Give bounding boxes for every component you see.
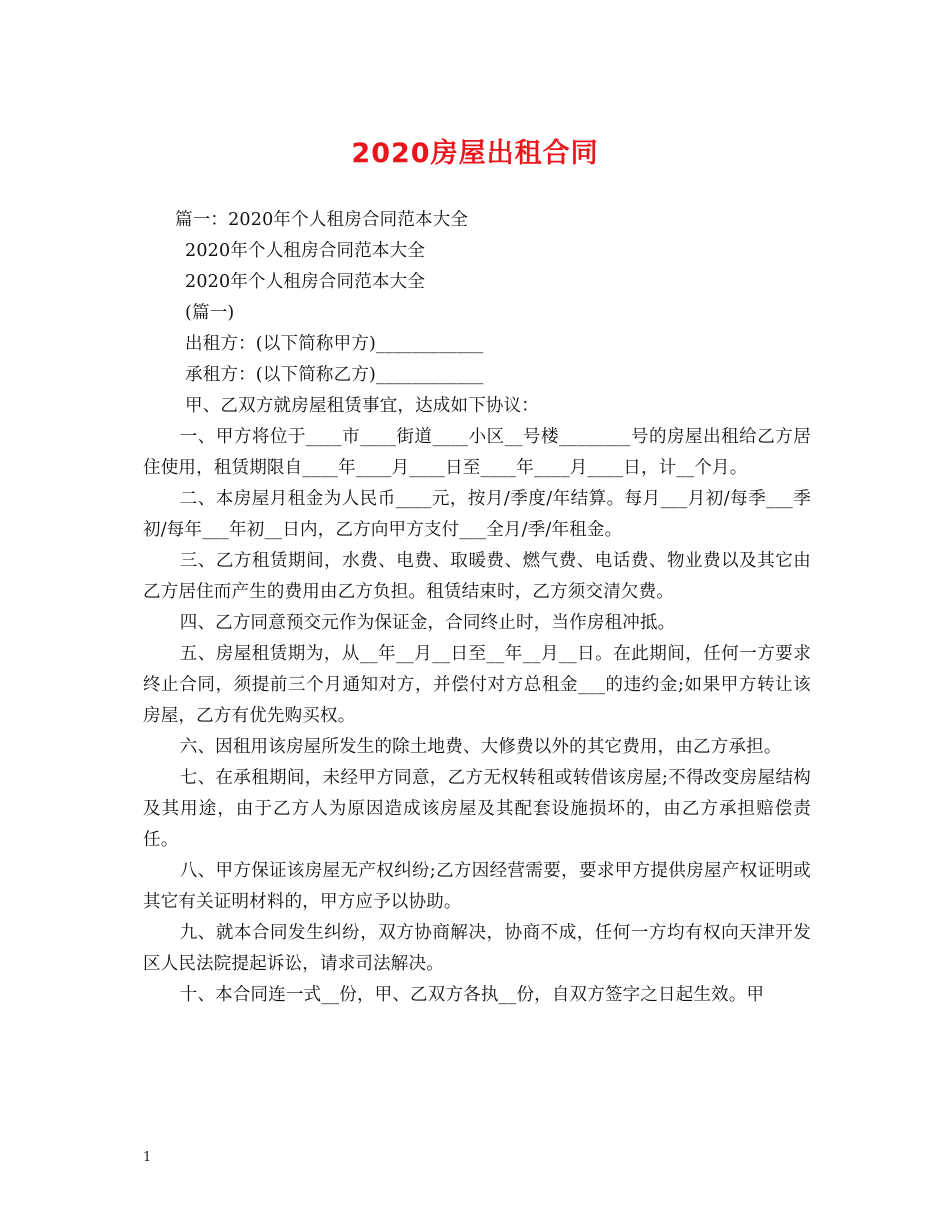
clause-paragraph: 四、乙方同意预交元作为保证金，合同终止时，当作房租冲抵。 bbox=[179, 613, 676, 633]
clause-paragraph: 十、本合同连一式__份，甲、乙双方各执__份，自双方签字之日起生效。甲 bbox=[179, 985, 765, 1005]
page-number: 1 bbox=[143, 1150, 152, 1165]
lessee-line: 承租方：(以下简称乙方)____________ bbox=[185, 365, 484, 385]
document-body bbox=[143, 205, 811, 1011]
clause-paragraph: 一、甲方将位于____市____街道____小区__号楼________号的房屋出租给乙方居住使用，租赁期限自____年____月____日至____年____月____日，计__个月。 bbox=[143, 427, 811, 478]
lessor-line: 出租方：(以下简称甲方)____________ bbox=[185, 334, 484, 354]
header-line: 2020年个人租房合同范本大全 bbox=[185, 241, 426, 261]
clause-paragraph: 五、房屋租赁期为，从__年__月__日至__年__月__日。在此期间，任何一方要求终止合同，须提前三个月通知对方，并偿付对方总租金___的违约金;如果甲方转让该房屋，乙方有优先购买权。 bbox=[143, 644, 811, 726]
clause-paragraph: 七、在承租期间，未经甲方同意，乙方无权转租或转借该房屋;不得改变房屋结构及其用途，由于乙方人为原因造成该房屋及其配套设施损坏的，由乙方承担赔偿责任。 bbox=[143, 768, 811, 850]
clause-paragraph: 九、就本合同发生纠纷，双方协商解决，协商不成，任何一方均有权向天津开发区人民法院提起诉讼，请求司法解决。 bbox=[143, 923, 811, 974]
header-line: 2020年个人租房合同范本大全 bbox=[185, 272, 426, 292]
header-line: (篇一) bbox=[185, 303, 235, 323]
header-line: 篇一：2020年个人租房合同范本大全 bbox=[175, 210, 469, 230]
agreement-intro: 甲、乙双方就房屋租赁事宜，达成如下协议： bbox=[185, 396, 539, 416]
clause-paragraph: 三、乙方租赁期间，水费、电费、取暖费、燃气费、电话费、物业费以及其它由乙方居住而产生的费用由乙方负担。租赁结束时，乙方须交清欠费。 bbox=[143, 551, 811, 602]
document-title: 2020房屋出租合同 bbox=[351, 138, 599, 169]
clause-paragraph: 八、甲方保证该房屋无产权纠纷;乙方因经营需要，要求甲方提供房屋产权证明或其它有关证明材料的，甲方应予以协助。 bbox=[143, 861, 811, 912]
clause-paragraph: 六、因租用该房屋所发生的除土地费、大修费以外的其它费用，由乙方承担。 bbox=[179, 737, 782, 757]
clause-paragraph: 二、本房屋月租金为人民币____元，按月/季度/年结算。每月___月初/每季___季初/每年___年初__日内，乙方向甲方支付___全月/季/年租金。 bbox=[143, 489, 811, 540]
